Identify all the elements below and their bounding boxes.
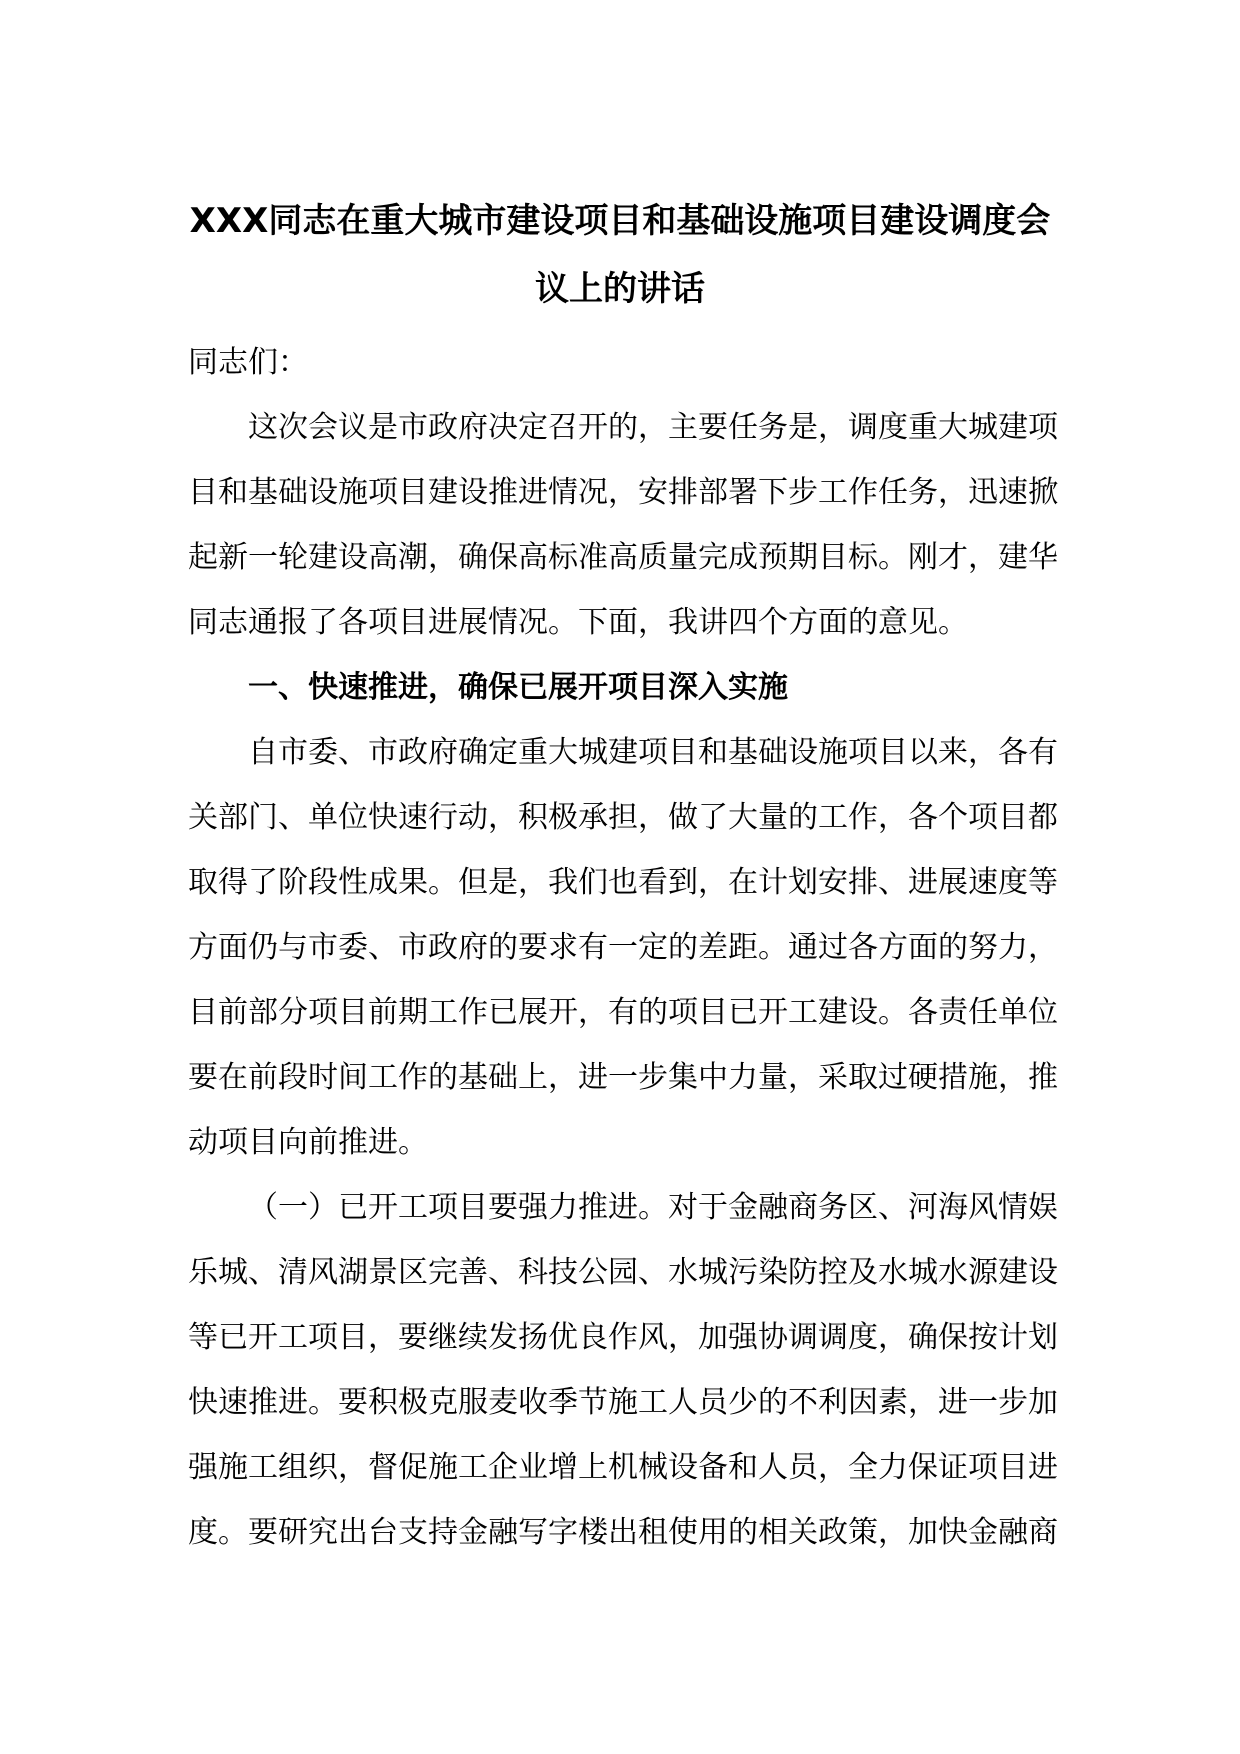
paragraph-line: 强施工组织，督促施工企业增上机械设备和人员，全力保证项目进 [188, 1450, 1058, 1485]
paragraph-line: 起新一轮建设高潮，确保高标准高质量完成预期目标。刚才，建华 [188, 540, 1058, 575]
paragraph [188, 395, 1058, 655]
paragraph-line: 要在前段时间工作的基础上，进一步集中力量，采取过硬措施，推 [188, 1060, 1058, 1095]
paragraph [188, 1175, 1058, 1565]
paragraph-line: 等已开工项目，要继续发扬优良作风，加强协调调度，确保按计划 [188, 1320, 1058, 1355]
paragraph-line: 乐城、清风湖景区完善、科技公园、水城污染防控及水城水源建设 [188, 1255, 1058, 1290]
paragraph-line: 这次会议是市政府决定召开的，主要任务是，调度重大城建项 [248, 410, 1058, 445]
paragraph-line: 自市委、市政府确定重大城建项目和基础设施项目以来，各有 [248, 735, 1058, 770]
paragraph-line: 方面仍与市委、市政府的要求有一定的差距。通过各方面的努力， [188, 930, 1058, 965]
paragraph [188, 720, 1058, 1175]
paragraph-line: 同志通报了各项目进展情况。下面，我讲四个方面的意见。 [188, 605, 968, 640]
paragraph-line: 目前部分项目前期工作已展开，有的项目已开工建设。各责任单位 [188, 995, 1058, 1030]
title-line: XXX同志在重大城市建设项目和基础设施项目建设调度会 [189, 201, 1051, 241]
paragraph-line: 目和基础设施项目建设推进情况，安排部署下步工作任务，迅速掀 [188, 475, 1058, 510]
title-line: 议上的讲话 [535, 269, 705, 309]
paragraph-line: 动项目向前推进。 [188, 1125, 428, 1160]
paragraph-line: 快速推进。要积极克服麦收季节施工人员少的不利因素，进一步加 [188, 1385, 1058, 1420]
document-title [0, 187, 1240, 323]
document-body [188, 330, 1058, 1565]
salutation: 同志们： [188, 345, 308, 380]
paragraph-line: 关部门、单位快速行动，积极承担，做了大量的工作，各个项目都 [188, 800, 1058, 835]
paragraph-line: 取得了阶段性成果。但是，我们也看到，在计划安排、进展速度等 [188, 865, 1058, 900]
section-heading: 一、快速推进，确保已展开项目深入实施 [248, 670, 788, 705]
paragraph-line: （一）已开工项目要强力推进。对于金融商务区、河海风情娱 [248, 1190, 1058, 1225]
paragraph-line: 度。要研究出台支持金融写字楼出租使用的相关政策，加快金融商 [188, 1515, 1058, 1550]
